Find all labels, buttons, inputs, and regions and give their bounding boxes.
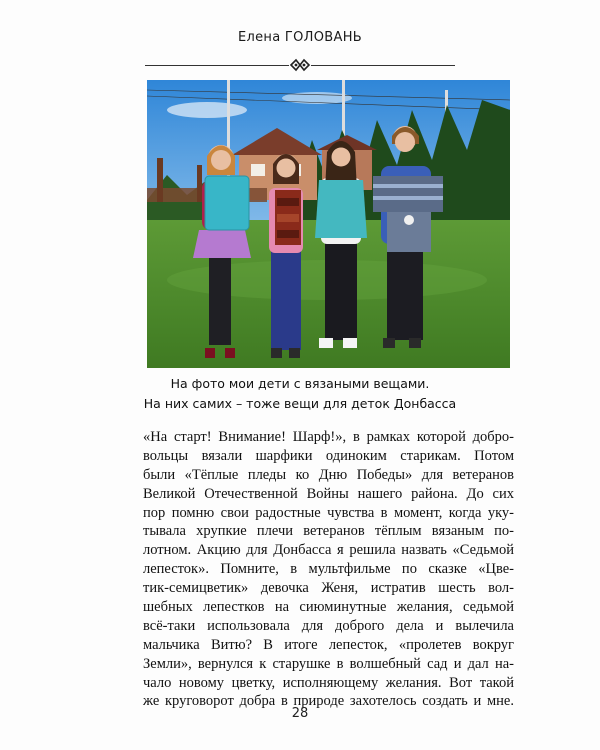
- photo-caption: [0, 374, 600, 414]
- body-line: шебных лепестков на сиюминутные желания, седьмой: [143, 599, 514, 616]
- body-line: же круговорот добра в природе захотелось создать и мне.: [143, 693, 514, 710]
- page-number: 28: [291, 706, 309, 721]
- body-line: тывала хрупкие плечи ветеранов тёплым вязаным по-: [143, 523, 514, 540]
- body-line: вольцы вязали шарфики одиноким старикам. Потом: [143, 447, 514, 464]
- body-line: мальчика Витю? В итоге лепесток, «пролетев вокруг: [143, 636, 514, 653]
- ornament-icon: [289, 58, 311, 72]
- body-line: лепесток». Помните, в мультфильме по сказке «Цве-: [143, 561, 514, 578]
- caption-line-1: На фото мои дети с вязаными вещами.: [170, 376, 430, 391]
- body-line: Великой Отечественной Войны нашего района. До сих: [143, 485, 514, 502]
- photo-children-knitwear: [147, 80, 510, 368]
- caption-line-2: На них самих – тоже вещи для деток Донбасса: [143, 396, 457, 411]
- body-line: Земли», вернулся к старушке в волшебный сад и дал на-: [143, 655, 514, 672]
- body-paragraph: [143, 428, 514, 711]
- running-header-author: Елена ГОЛОВАНЬ: [238, 30, 362, 45]
- body-line: всё-таки использовала для доброго дела и вылечила: [143, 617, 514, 634]
- body-line: были «Тёплые пледы ко Дню Победы» для ветеранов: [143, 466, 514, 483]
- body-line: тик-семицветик» девочка Женя, истратив шесть вол-: [143, 580, 514, 597]
- body-line: «На старт! Внимание! Шарф!», в рамках которой добро-: [143, 429, 514, 445]
- body-line: пор помню свои радостные чувства в момент, когда уку-: [143, 504, 514, 521]
- body-line: лотном. Акцию для Донбасса я решила назвать «Седьмой: [143, 542, 514, 559]
- body-line: чало новому цветку, исполняющему желания. Вот такой: [143, 674, 514, 691]
